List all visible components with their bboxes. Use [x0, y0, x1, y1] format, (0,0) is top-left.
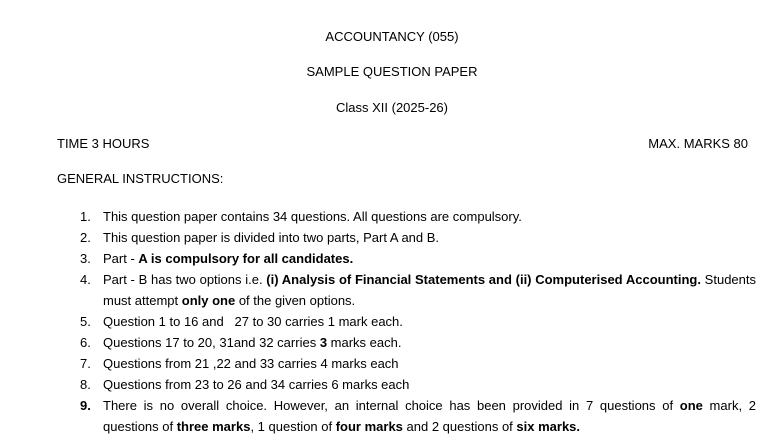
- instructions-list: [75, 206, 756, 437]
- time-marks-row: [57, 136, 748, 151]
- subject-title: ACCOUNTANCY (055): [325, 29, 459, 44]
- instruction-item: 8. Questions from 23 to 26 and 34 carries 6 marks each: [80, 377, 410, 392]
- instruction-item: 2. This question paper is divided into two parts, Part A and B.: [80, 230, 440, 245]
- instruction-item: 7. Questions from 21 ,22 and 33 carries 4 marks each: [80, 356, 399, 371]
- instruction-item: 1. This question paper contains 34 questions. All questions are compulsory.: [80, 209, 522, 224]
- paper-type-title: SAMPLE QUESTION PAPER: [306, 64, 478, 79]
- instruction-item: 5. Question 1 to 16 and 27 to 30 carries 1 mark each.: [80, 314, 403, 329]
- time-label: TIME 3 HOURS: [57, 136, 150, 151]
- instruction-item: 9. There is no overall choice. However, an internal choice has been provided in 7 questions of one mark, 2 questions of three marks, 1 question of four marks and 2 questions of six marks.: [80, 398, 756, 434]
- general-instructions-heading: GENERAL INSTRUCTIONS:: [57, 171, 224, 186]
- instruction-item: 4. Part - B has two options i.e. (i) Analysis of Financial Statements and (ii) Computerised Accounting. Students must attempt only one of the given options.: [80, 272, 756, 308]
- instruction-item: 6. Questions 17 to 20, 31and 32 carries 3 marks each.: [80, 335, 402, 350]
- instruction-item: 3. Part - A is compulsory for all candidates.: [80, 251, 354, 266]
- class-title: Class XII (2025-26): [336, 100, 448, 115]
- max-marks-label: MAX. MARKS 80: [648, 136, 748, 151]
